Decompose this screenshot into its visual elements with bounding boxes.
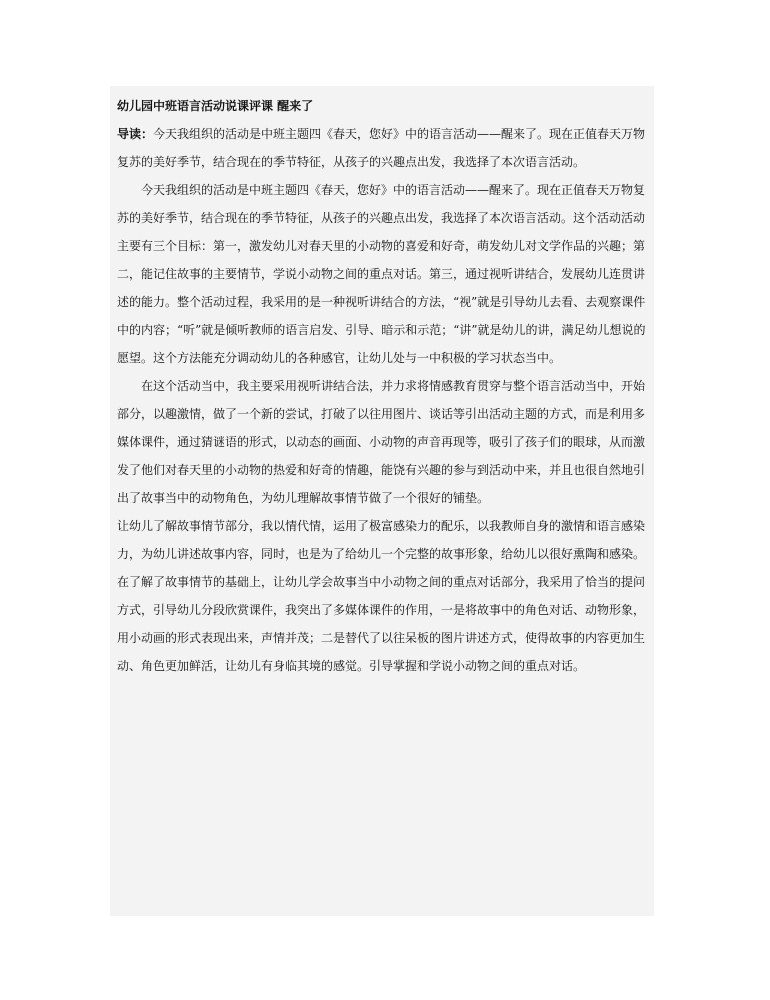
- intro-paragraph: [117, 120, 647, 176]
- intro-label: 导读：: [117, 127, 154, 141]
- document-content: [110, 86, 654, 680]
- body-paragraph-2: 在这个活动当中，我主要采用视听讲结合法，并力求将情感教育贯穿与整个语言活动当中，开始部分，以趣激情，做了一个新的尝试，打破了以往用图片、谈话等引出活动主题的方式，而是利用多媒体课件，通过猜谜语的形式，以动态的画面、小动物的声音再现等，吸引了孩子们的眼球，从而激发了他们对春天里的小动物的热爱和好奇的情趣，能饶有兴趣的参与到活动中来，并且也很自然地引出了故事当中的动物角色，为幼儿理解故事情节做了一个很好的铺垫。: [117, 379, 646, 505]
- body-paragraph-1: 今天我组织的活动是中班主题四《春天，您好》中的语言活动——醒来了。现在正值春天万物复苏的美好季节，结合现在的季节特征，从孩子的兴趣点出发，我选择了本次语言活动。这个活动活动主要有三个目标：第一，激发幼儿对春天里的小动物的喜爱和好奇，萌发幼儿对文学作品的兴趣；第二，能记住故事的主要情节，学说小动物之间的重点对话。第三，通过视听讲结合，发展幼儿连贯讲述的能力。整个活动过程，我采用的是一种视听讲结合的方法，“视”就是引导幼儿去看、去观察课件中的内容；“听”就是倾听教师的语言启发、引导、暗示和示范；“讲”就是幼儿的讲，满足幼儿想说的愿望。这个方法能充分调动幼儿的各种感官，让幼儿处与一中积极的学习状态当中。: [117, 183, 646, 365]
- document-page: [110, 86, 654, 916]
- intro-text: 今天我组织的活动是中班主题四《春天，您好》中的语言活动——醒来了。现在正值春天万物复苏的美好季节，结合现在的季节特征，从孩子的兴趣点出发，我选择了本次语言活动。: [117, 127, 646, 169]
- body-paragraph-3: 让幼儿了解故事情节部分，我以情代情，运用了极富感染力的配乐，以我教师自身的激情和语言感染力，为幼儿讲述故事内容，同时，也是为了给幼儿一个完整的故事形象，给幼儿以很好熏陶和感染。在了解了故事情节的基础上，让幼儿学会故事当中小动物之间的重点对话部分，我采用了恰当的提问方式，引导幼儿分段欣赏课件，我突出了多媒体课件的作用，一是将故事中的角色对话、动物形象，用小动画的形式表现出来，声情并茂；二是替代了以往呆板的图片讲述方式，使得故事的内容更加生动、角色更加鲜活，让幼儿有身临其境的感觉。引导掌握和学说小动物之间的重点对话。: [117, 519, 646, 673]
- document-title: 幼儿园中班语言活动说课评课 醒来了: [117, 99, 314, 113]
